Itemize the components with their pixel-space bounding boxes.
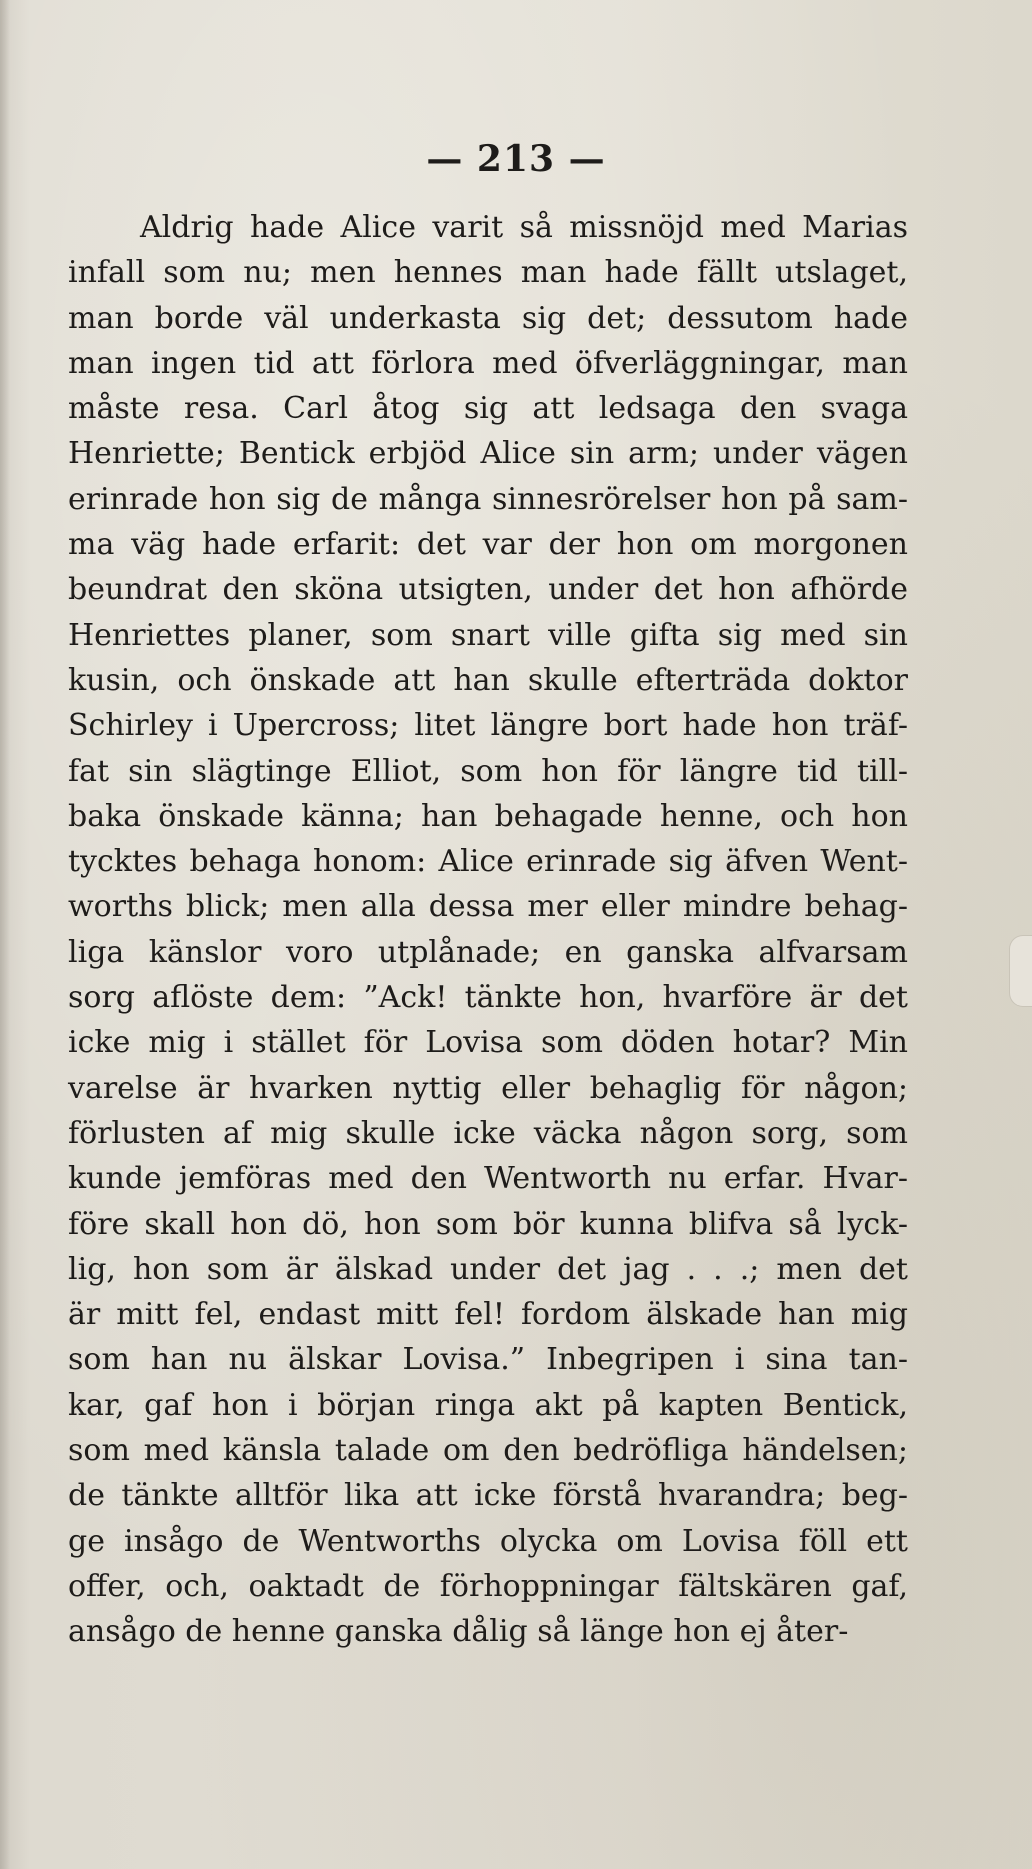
text-line: varelse är hvarken nyttig eller behaglig för någon;	[68, 1070, 908, 1106]
text-line: man ingen tid att förlora med öfverläggningar, man	[68, 345, 908, 381]
text-line: sorg aflöste dem: ”Ack! tänkte hon, hvarföre är det	[68, 980, 908, 1016]
text-line: Aldrig hade Alice varit så missnöjd med Marias	[140, 210, 908, 245]
text-line: Henriette; Bentick erbjöd Alice sin arm; under vägen	[68, 436, 908, 472]
text-line: infall som nu; men hennes man hade fällt utslaget,	[68, 255, 908, 291]
text-line: kar, gaf hon i början ringa akt på kapten Bentick,	[68, 1387, 908, 1423]
text-line: ansågo de henne ganska dålig så länge hon ej åter-	[68, 1614, 849, 1650]
text-line: kunde jemföras med den Wentworth nu erfar. Hvar-	[68, 1161, 908, 1197]
page-binding-edge	[0, 0, 10, 1869]
text-line: förlusten af mig skulle icke väcka någon sorg, som	[68, 1115, 908, 1151]
text-line: de tänkte alltför lika att icke förstå hvarandra; beg-	[68, 1478, 908, 1514]
text-line: tycktes behaga honom: Alice erinrade sig äfven Went-	[68, 844, 908, 880]
text-line: liga känslor voro utplånade; en ganska alfvarsam	[68, 934, 908, 970]
text-line: ge insågo de Wentworths olycka om Lovisa föll ett	[68, 1523, 908, 1559]
text-line: måste resa. Carl åtog sig att ledsaga den svaga	[68, 391, 908, 427]
text-line: före skall hon dö, hon som bör kunna blifva så lyck-	[68, 1206, 908, 1242]
text-line: lig, hon som är älskad under det jag . . .; men det	[68, 1251, 908, 1287]
text-line: Schirley i Upercross; litet längre bort hade hon träf-	[68, 708, 908, 744]
text-line: beundrat den sköna utsigten, under det hon afhörde	[68, 572, 908, 608]
text-line: icke mig i stället för Lovisa som döden hotar? Min	[68, 1025, 908, 1061]
text-line: fat sin slägtinge Elliot, som hon för längre tid till-	[68, 753, 908, 789]
text-line: som han nu älskar Lovisa.” Inbegripen i sina tan-	[68, 1342, 908, 1378]
text-line: kusin, och önskade att han skulle efterträda doktor	[68, 662, 908, 698]
text-line: är mitt fel, endast mitt fel! fordom älskade han mig	[68, 1297, 908, 1333]
body-text	[68, 205, 908, 1655]
text-line: som med känsla talade om den bedröfliga händelsen;	[68, 1433, 908, 1469]
text-line: baka önskade känna; han behagade henne, och hon	[68, 798, 908, 834]
text-line: worths blick; men alla dessa mer eller mindre behag-	[68, 889, 908, 925]
page-tab-marker	[1009, 935, 1032, 1007]
text-line: ma väg hade erfarit: det var der hon om morgonen	[68, 527, 908, 563]
text-line: man borde väl underkasta sig det; dessutom hade	[68, 300, 908, 336]
text-line: offer, och, oaktadt de förhoppningar fältskären gaf,	[68, 1568, 908, 1604]
page-number: — 213 —	[426, 138, 606, 180]
text-line: erinrade hon sig de många sinnesrörelser hon på sam-	[68, 481, 908, 517]
text-line: Henriettes planer, som snart ville gifta sig med sin	[68, 617, 908, 653]
